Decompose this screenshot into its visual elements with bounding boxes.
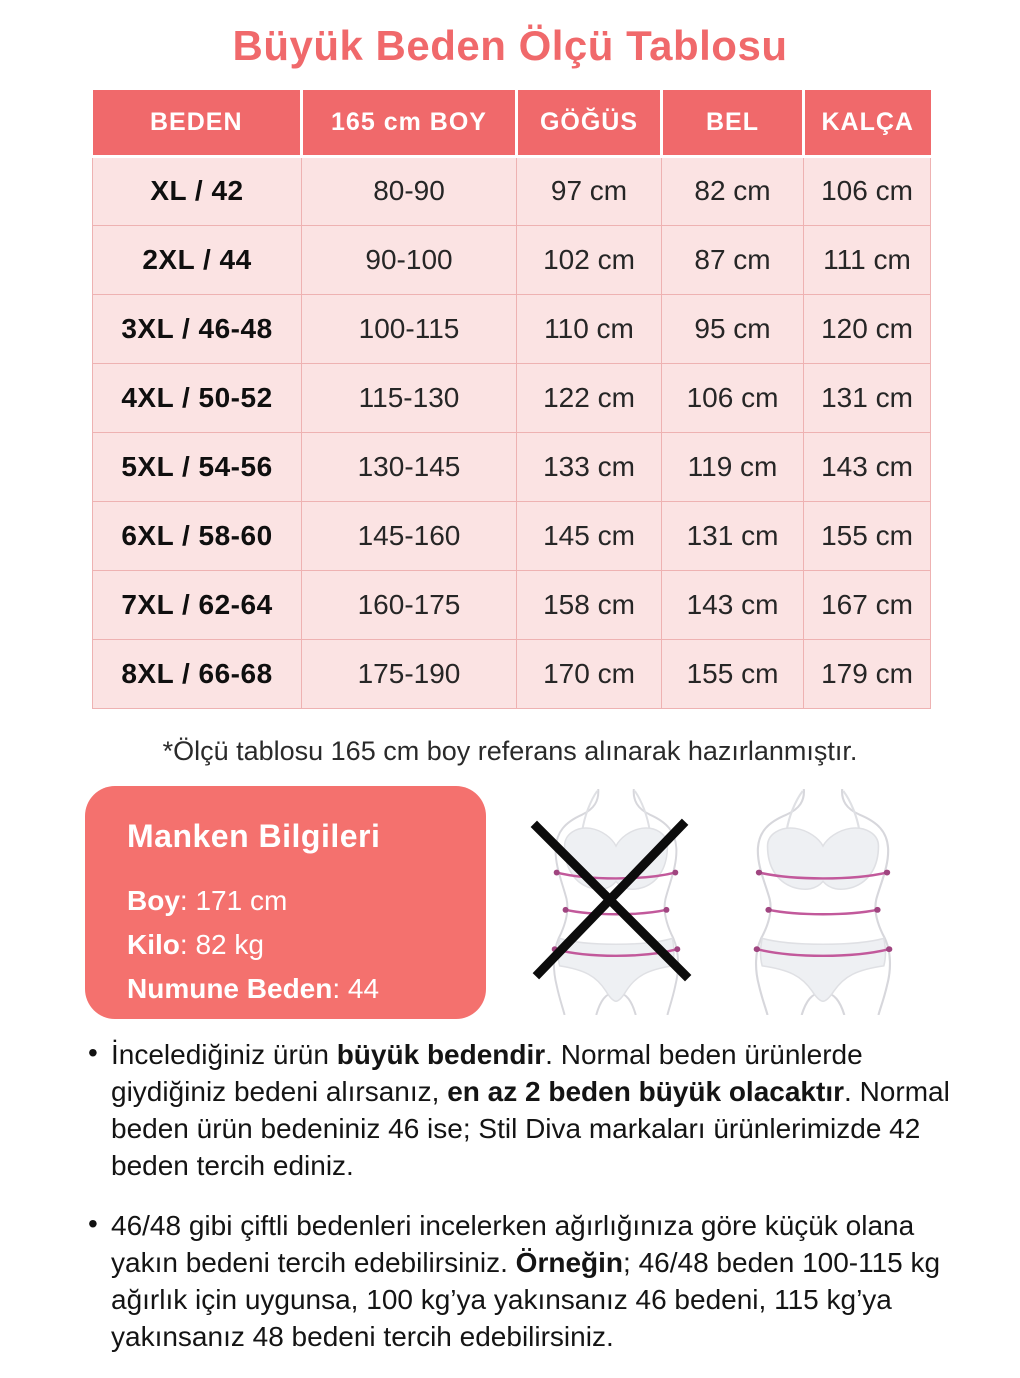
- crossed-body-figure-icon: [527, 789, 705, 1015]
- measurement-cell: 97 cm: [517, 156, 662, 225]
- table-row: [93, 432, 931, 501]
- column-header: 165 cm BOY: [302, 90, 517, 156]
- measurement-cell: 179 cm: [804, 639, 931, 708]
- table-row: [93, 570, 931, 639]
- column-header: BEDEN: [93, 90, 302, 156]
- measurement-cell: 143 cm: [662, 570, 804, 639]
- body-figure-icon: [727, 789, 919, 1015]
- table-row: [93, 639, 931, 708]
- note-item: • 46/48 gibi çiftli bedenleri incelerken ağırlığınıza göre küçük olana yakın bedeni tercih edebilirsiniz. Örneğin; 46/48 beden 100-115 kg ağırlık için uygunsa, 100 kg’ya yakınsanız 46 bedeni, 115 kg’ya yakınsanız 48 bedeni tercih edebilirsiniz.: [88, 1207, 964, 1355]
- measurement-cell: 175-190: [302, 639, 517, 708]
- size-table-body: [93, 156, 931, 708]
- measurement-cell: 110 cm: [517, 294, 662, 363]
- model-info-field: Kilo: 82 kg: [127, 929, 264, 960]
- model-info-fields: [127, 879, 466, 1011]
- measurement-cell: 131 cm: [804, 363, 931, 432]
- measurement-cell: 130-145: [302, 432, 517, 501]
- model-info-field: Boy: 171 cm: [127, 885, 288, 916]
- measurement-cell: 133 cm: [517, 432, 662, 501]
- measurement-cell: 106 cm: [662, 363, 804, 432]
- measurement-cell: 143 cm: [804, 432, 931, 501]
- size-table: [92, 90, 931, 709]
- size-cell: 6XL / 58-60: [93, 501, 302, 570]
- measurement-cell: 145-160: [302, 501, 517, 570]
- table-row: [93, 501, 931, 570]
- measurement-cell: 119 cm: [662, 432, 804, 501]
- note-item: • İncelediğiniz ürün büyük bedendir. Normal beden ürünlerde giydiğiniz bedeni alırsanız, en az 2 beden büyük olacaktır. Normal beden ürün bedeniniz 46 ise; Stil Diva markaları ürünlerimizde 42 beden tercih ediniz.: [88, 1036, 964, 1184]
- table-row: [93, 363, 931, 432]
- size-cell: 5XL / 54-56: [93, 432, 302, 501]
- measurement-cell: 115-130: [302, 363, 517, 432]
- measurement-cell: 145 cm: [517, 501, 662, 570]
- measurement-cell: 167 cm: [804, 570, 931, 639]
- page-title: Büyük Beden Ölçü Tablosu: [232, 22, 788, 69]
- measurement-cell: 122 cm: [517, 363, 662, 432]
- measurement-cell: 100-115: [302, 294, 517, 363]
- table-footnote: *Ölçü tablosu 165 cm boy referans alınarak hazırlanmıştır.: [162, 736, 858, 766]
- model-info-field: Numune Beden: 44: [127, 973, 380, 1004]
- measurement-cell: 80-90: [302, 156, 517, 225]
- column-header: KALÇA: [804, 90, 931, 156]
- measurement-cell: 106 cm: [804, 156, 931, 225]
- measurement-cell: 170 cm: [517, 639, 662, 708]
- measurement-cell: 82 cm: [662, 156, 804, 225]
- table-row: [93, 294, 931, 363]
- sizing-notes: [88, 1036, 964, 1378]
- size-table-header-row: [93, 90, 931, 156]
- measurement-cell: 131 cm: [662, 501, 804, 570]
- size-cell: 3XL / 46-48: [93, 294, 302, 363]
- column-header: GÖĞÜS: [517, 90, 662, 156]
- column-header: BEL: [662, 90, 804, 156]
- size-cell: 7XL / 62-64: [93, 570, 302, 639]
- measurement-cell: 155 cm: [662, 639, 804, 708]
- table-row: [93, 225, 931, 294]
- size-cell: 2XL / 44: [93, 225, 302, 294]
- measurement-cell: 120 cm: [804, 294, 931, 363]
- measurement-cell: 102 cm: [517, 225, 662, 294]
- measurement-cell: 111 cm: [804, 225, 931, 294]
- model-info-card: [85, 786, 486, 1019]
- measurement-cell: 160-175: [302, 570, 517, 639]
- table-row: [93, 156, 931, 225]
- measurement-cell: 90-100: [302, 225, 517, 294]
- measurement-cell: 158 cm: [517, 570, 662, 639]
- measurement-figures: [527, 789, 919, 1017]
- measurement-cell: 95 cm: [662, 294, 804, 363]
- size-cell: 8XL / 66-68: [93, 639, 302, 708]
- measurement-cell: 155 cm: [804, 501, 931, 570]
- size-cell: 4XL / 50-52: [93, 363, 302, 432]
- measurement-cell: 87 cm: [662, 225, 804, 294]
- model-info-heading: Manken Bilgileri: [127, 818, 381, 854]
- size-cell: XL / 42: [93, 156, 302, 225]
